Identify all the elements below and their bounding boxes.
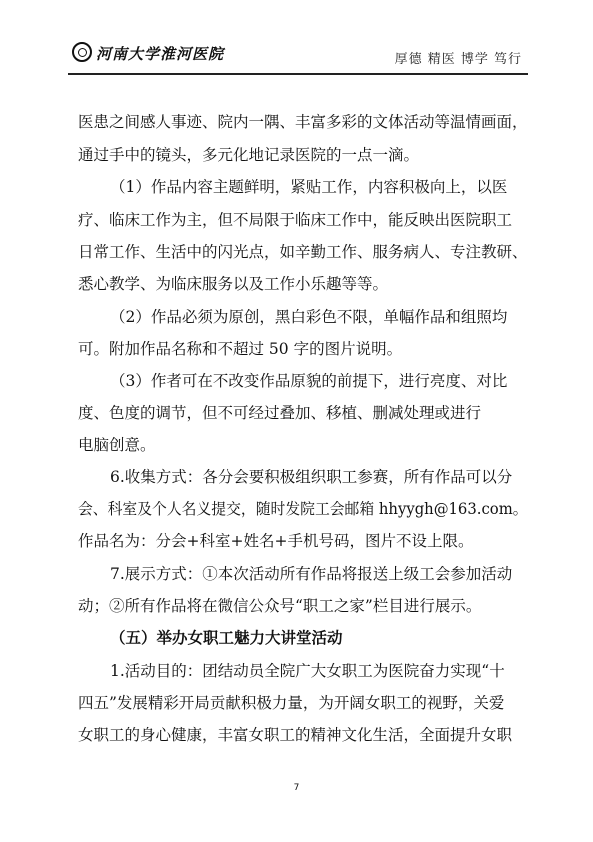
body-line: （3）作者可在不改变作品原貌的前提下，进行亮度、对比 <box>110 372 508 390</box>
body-line: 动；②所有作品将在微信公众号“职工之家”栏目进行展示。 <box>78 597 482 615</box>
body-line: 医患之间感人事迹、院内一隅、丰富多彩的文体活动等温情画面， <box>78 113 528 131</box>
body-line: 会、科室及个人名义提交，随时发院工会邮箱 hhyygh@163.com。 <box>78 500 528 518</box>
body-line: 度、色度的调节，但不可经过叠加、移植、删减处理或进行 <box>78 404 482 422</box>
body-line: 作品名为：分会+科室+姓名+手机号码，图片不设上限。 <box>78 532 474 550</box>
hospital-logo-text: 河南大学淮河医院 <box>96 45 225 63</box>
header-divider <box>68 73 528 75</box>
page-header <box>68 38 528 72</box>
body-line: 四五”发展精彩开局贡献积极力量，为开阔女职工的视野，关爱 <box>78 694 505 712</box>
body-line: 疗、临床工作为主，但不局限于临床工作中，能反映出医院职工 <box>78 211 513 229</box>
body-line: 6.收集方式：各分会要积极组织职工参赛，所有作品可以分 <box>110 468 513 486</box>
body-line: （1）作品内容主题鲜明，紧贴工作，内容积极向上，以医 <box>110 178 508 196</box>
body-line: 1.活动目的：团结动员全院广大女职工为医院奋力实现“十 <box>110 662 505 680</box>
section-heading: （五）举办女职工魅力大讲堂活动 <box>110 629 343 647</box>
body-line: 日常工作、生活中的闪光点，如辛勤工作、服务病人、专注教研、 <box>78 243 528 261</box>
hospital-motto: 厚德 精医 博学 笃行 <box>394 52 522 67</box>
body-line: 悉心教学、为临床服务以及工作小乐趣等等。 <box>78 275 389 293</box>
body-line: 电脑创意。 <box>78 436 156 454</box>
body-line: 女职工的身心健康，丰富女职工的精神文化生活，全面提升女职 <box>78 726 513 744</box>
body-line: 7.展示方式：①本次活动所有作品将报送上级工会参加活动 <box>110 565 513 583</box>
page-number: 7 <box>293 783 300 793</box>
body-line: 可。附加作品名称和不超过 50 字的图片说明。 <box>78 340 403 358</box>
body-line: 通过手中的镜头，多元化地记录医院的一点一滴。 <box>78 146 420 164</box>
body-line: （2）作品必须为原创，黑白彩色不限，单幅作品和组照均 <box>110 308 508 326</box>
hospital-emblem-icon <box>72 42 92 62</box>
